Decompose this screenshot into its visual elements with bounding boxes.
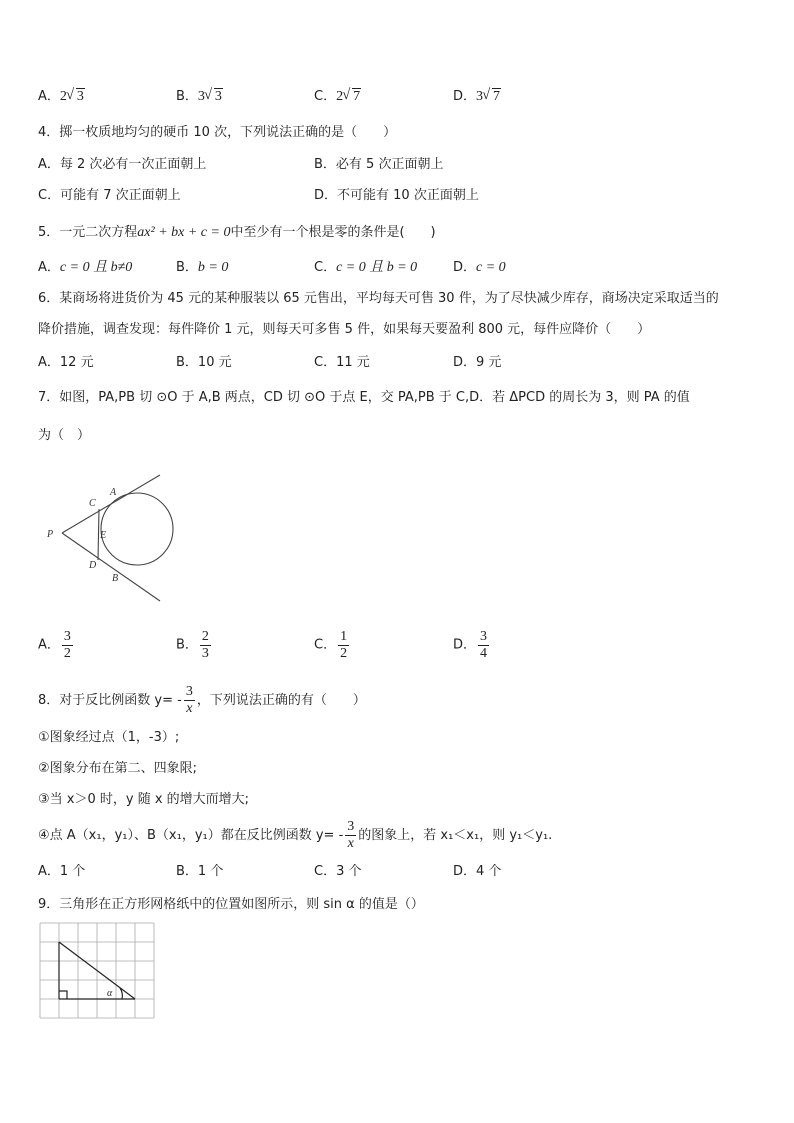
q5-equation: ax² + bx + c = 0 — [137, 225, 231, 240]
label-p: P — [47, 529, 54, 540]
label-e: E — [100, 530, 107, 541]
q6-line-1: 6．某商场将进货价为 45 元的某种服装以 65 元售出，平均每天可售 30 件，为了尽快减少库存，商场决定采取适当的 — [38, 291, 719, 306]
q8-option-a: A．1 个 — [38, 864, 86, 879]
q8-option-d: D．4 个 — [453, 864, 502, 879]
circle-o — [101, 493, 173, 565]
q8-statement-1: ①图象经过点（1，-3）; — [38, 730, 180, 745]
q7-tangent-circle-figure — [40, 465, 200, 610]
q6-option-b: B．10 元 — [176, 355, 232, 370]
q4-option-c: C．可能有 7 次正面朝上 — [38, 188, 181, 203]
q6-line-2: 降价措施，调查发现：每件降价 1 元，则每天可多售 5 件，如果每天要盈利 800 元，每件应降价（ ） — [38, 322, 651, 337]
q7-option-a: A． $\frac{3}{2}$ — [38, 629, 71, 661]
q5-stem: 5．一元二次方程ax² + bx + c = 0中至少有一个根是零的条件是( ) — [38, 225, 436, 240]
label-d: D — [89, 560, 97, 571]
q7-line-1: 7．如图，PA,PB 切 ⊙O 于 A,B 两点，CD 切 ⊙O 于点 E，交 PA,PB 于 C,D．若 ΔPCD 的周长为 3，则 PA 的值 — [38, 390, 690, 405]
q9-grid-figure — [38, 922, 156, 1020]
q5-option-a: A．c = 0 且 b≠0 — [38, 260, 133, 275]
q4-option-b: B．必有 5 次正面朝上 — [314, 157, 444, 172]
q8-statement-2: ②图象分布在第二、四象限; — [38, 761, 198, 776]
q5-option-d: D．c = 0 — [453, 260, 506, 275]
q8-stem: 8．对于反比例函数 y= - $\frac{3}{x}$ ，下列说法正确的有（ ） — [38, 684, 366, 716]
q4-stem: 4．掷一枚质地均匀的硬币 10 次，下列说法正确的是（ ） — [38, 125, 397, 140]
q8-option-c: C．3 个 — [314, 864, 362, 879]
q3-option-c: C．2√ 7 — [314, 88, 361, 106]
q9-stem: 9．三角形在正方形网格纸中的位置如图所示，则 sin α 的值是（） — [38, 897, 424, 912]
q6-option-c: C．11 元 — [314, 355, 370, 370]
q5-option-b: B．b = 0 — [176, 260, 229, 275]
q4-option-a: A．每 2 次必有一次正面朝上 — [38, 157, 207, 172]
q3-option-b: B．3√ 3 — [176, 88, 223, 106]
q3-option-d: D．3√ 7 — [453, 88, 501, 106]
q7-line-2: 为（ ） — [38, 428, 91, 443]
q8-statement-4: ④点 A（x₁，y₁）、B（x₁，y₁）都在反比例函数 y= - $\frac{3}{x}$ 的图象上，若 x₁＜x₁，则 y₁＜y₁. — [38, 819, 553, 851]
label-c: C — [89, 498, 96, 509]
q7-option-c: C． $\frac{1}{2}$ — [314, 629, 348, 661]
tangent-line-cd — [98, 509, 99, 560]
q4-option-d: D．不可能有 10 次正面朝上 — [314, 188, 479, 203]
q5-option-c: C．c = 0 且 b = 0 — [314, 260, 418, 275]
q8-statement-3: ③当 x＞0 时，y 随 x 的增大而增大; — [38, 792, 250, 807]
alpha-label: α — [107, 988, 113, 999]
q7-option-d: D． $\frac{3}{4}$ — [453, 629, 488, 661]
tangent-line-pb — [62, 533, 160, 601]
q7-option-b: B． $\frac{2}{3}$ — [176, 629, 209, 661]
q6-option-d: D．9 元 — [453, 355, 502, 370]
q6-option-a: A．12 元 — [38, 355, 94, 370]
q8-option-b: B．1 个 — [176, 864, 224, 879]
label-a: A — [110, 487, 117, 498]
q3-option-a: A．2√ 3 — [38, 88, 85, 106]
label-b: B — [112, 573, 119, 584]
